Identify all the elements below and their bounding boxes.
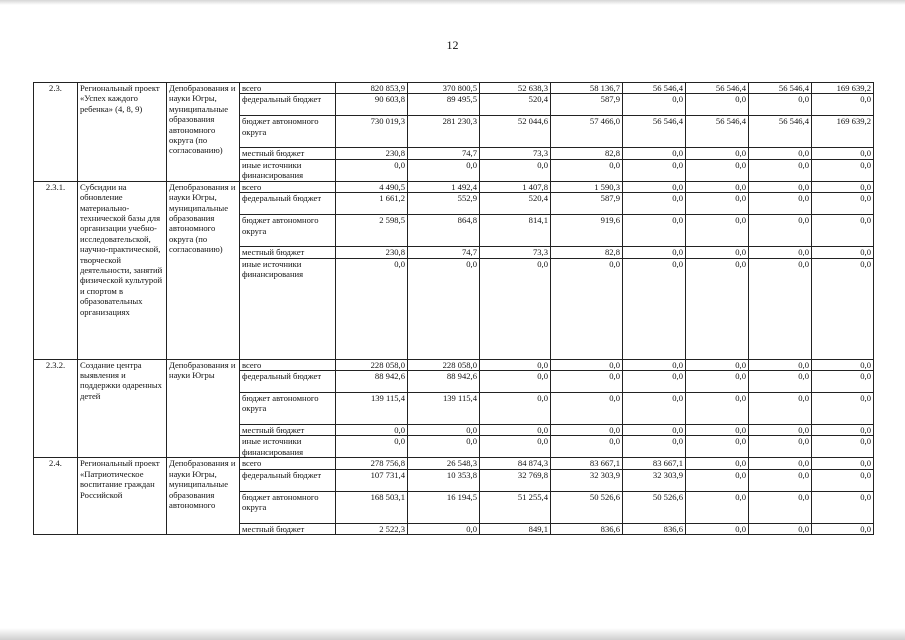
amount-cell: 0,0 bbox=[749, 247, 812, 258]
amount-cell: 0,0 bbox=[812, 491, 874, 523]
amount-cell: 919,6 bbox=[551, 215, 623, 247]
amount-cell: 0,0 bbox=[812, 436, 874, 458]
amount-cell: 1 590,3 bbox=[551, 181, 623, 192]
amount-cell: 0,0 bbox=[686, 393, 749, 425]
amount-cell: 0,0 bbox=[480, 425, 551, 436]
amount-cell: 82,8 bbox=[551, 148, 623, 159]
amount-cell: 0,0 bbox=[749, 258, 812, 359]
amount-cell: 0,0 bbox=[686, 458, 749, 469]
funding-source: бюджет автономного округа bbox=[240, 491, 336, 523]
amount-cell: 0,0 bbox=[686, 258, 749, 359]
amount-cell: 169 639,2 bbox=[812, 116, 874, 148]
amount-cell: 0,0 bbox=[812, 371, 874, 393]
amount-cell: 0,0 bbox=[812, 148, 874, 159]
amount-cell: 820 853,9 bbox=[336, 83, 408, 94]
amount-cell: 0,0 bbox=[551, 258, 623, 359]
amount-cell: 0,0 bbox=[749, 458, 812, 469]
amount-cell: 0,0 bbox=[749, 523, 812, 534]
amount-cell: 0,0 bbox=[749, 436, 812, 458]
amount-cell: 50 526,6 bbox=[623, 491, 686, 523]
amount-cell: 88 942,6 bbox=[336, 371, 408, 393]
amount-cell: 139 115,4 bbox=[336, 393, 408, 425]
measure-name: Создание центра выявления и поддержки одаренных детей bbox=[78, 359, 167, 458]
amount-cell: 58 136,7 bbox=[551, 83, 623, 94]
amount-cell: 849,1 bbox=[480, 523, 551, 534]
row-code: 2.4. bbox=[34, 458, 78, 535]
amount-cell: 836,6 bbox=[551, 523, 623, 534]
funding-source: всего bbox=[240, 359, 336, 370]
amount-cell: 0,0 bbox=[336, 159, 408, 181]
amount-cell: 107 731,4 bbox=[336, 469, 408, 491]
amount-cell: 0,0 bbox=[749, 491, 812, 523]
amount-cell: 0,0 bbox=[686, 425, 749, 436]
amount-cell: 0,0 bbox=[812, 247, 874, 258]
amount-cell: 587,9 bbox=[551, 94, 623, 116]
amount-cell: 73,3 bbox=[480, 148, 551, 159]
amount-cell: 0,0 bbox=[480, 258, 551, 359]
amount-cell: 82,8 bbox=[551, 247, 623, 258]
amount-cell: 0,0 bbox=[749, 181, 812, 192]
row-code: 2.3.1. bbox=[34, 181, 78, 359]
amount-cell: 0,0 bbox=[749, 393, 812, 425]
amount-cell: 56 546,4 bbox=[749, 116, 812, 148]
amount-cell: 0,0 bbox=[480, 393, 551, 425]
amount-cell: 0,0 bbox=[686, 371, 749, 393]
amount-cell: 83 667,1 bbox=[551, 458, 623, 469]
amount-cell: 0,0 bbox=[623, 258, 686, 359]
funding-source: федеральный бюджет bbox=[240, 193, 336, 215]
executor: Депобразования и науки Югры, муниципальные образования автономного округа (по согласованию) bbox=[167, 181, 240, 359]
row-code: 2.3.2. bbox=[34, 359, 78, 458]
amount-cell: 0,0 bbox=[480, 371, 551, 393]
amount-cell: 520,4 bbox=[480, 193, 551, 215]
amount-cell: 90 603,8 bbox=[336, 94, 408, 116]
amount-cell: 0,0 bbox=[686, 469, 749, 491]
amount-cell: 32 303,9 bbox=[623, 469, 686, 491]
amount-cell: 2 522,3 bbox=[336, 523, 408, 534]
measure-name: Региональный проект «Патриотическое воспитание граждан Российской bbox=[78, 458, 167, 535]
amount-cell: 56 546,4 bbox=[686, 116, 749, 148]
funding-source: иные источники финансирования bbox=[240, 258, 336, 359]
amount-cell: 1 661,2 bbox=[336, 193, 408, 215]
page-number: 12 bbox=[446, 38, 459, 52]
amount-cell: 139 115,4 bbox=[408, 393, 480, 425]
amount-cell: 0,0 bbox=[551, 436, 623, 458]
amount-cell: 0,0 bbox=[480, 436, 551, 458]
amount-cell: 1 492,4 bbox=[408, 181, 480, 192]
amount-cell: 0,0 bbox=[686, 523, 749, 534]
funding-source: всего bbox=[240, 83, 336, 94]
amount-cell: 278 756,8 bbox=[336, 458, 408, 469]
amount-cell: 74,7 bbox=[408, 247, 480, 258]
funding-source: местный бюджет bbox=[240, 425, 336, 436]
amount-cell: 230,8 bbox=[336, 148, 408, 159]
amount-cell: 0,0 bbox=[686, 181, 749, 192]
amount-cell: 56 546,4 bbox=[623, 116, 686, 148]
amount-cell: 0,0 bbox=[812, 458, 874, 469]
budget-table bbox=[33, 82, 874, 535]
amount-cell: 0,0 bbox=[408, 436, 480, 458]
amount-cell: 0,0 bbox=[812, 523, 874, 534]
amount-cell: 0,0 bbox=[749, 359, 812, 370]
amount-cell: 836,6 bbox=[623, 523, 686, 534]
amount-cell: 0,0 bbox=[623, 181, 686, 192]
amount-cell: 16 194,5 bbox=[408, 491, 480, 523]
amount-cell: 587,9 bbox=[551, 193, 623, 215]
amount-cell: 0,0 bbox=[686, 247, 749, 258]
funding-source: бюджет автономного округа bbox=[240, 393, 336, 425]
amount-cell: 864,8 bbox=[408, 215, 480, 247]
amount-cell: 56 546,4 bbox=[686, 83, 749, 94]
amount-cell: 0,0 bbox=[623, 247, 686, 258]
table-row bbox=[34, 181, 874, 192]
amount-cell: 0,0 bbox=[623, 94, 686, 116]
amount-cell: 32 303,9 bbox=[551, 469, 623, 491]
row-code: 2.3. bbox=[34, 83, 78, 182]
amount-cell: 0,0 bbox=[551, 371, 623, 393]
amount-cell: 0,0 bbox=[408, 425, 480, 436]
amount-cell: 0,0 bbox=[686, 491, 749, 523]
amount-cell: 0,0 bbox=[623, 359, 686, 370]
amount-cell: 52 044,6 bbox=[480, 116, 551, 148]
amount-cell: 0,0 bbox=[686, 94, 749, 116]
amount-cell: 0,0 bbox=[749, 148, 812, 159]
amount-cell: 281 230,3 bbox=[408, 116, 480, 148]
amount-cell: 0,0 bbox=[749, 425, 812, 436]
funding-source: всего bbox=[240, 181, 336, 192]
amount-cell: 0,0 bbox=[623, 148, 686, 159]
amount-cell: 0,0 bbox=[336, 436, 408, 458]
amount-cell: 0,0 bbox=[623, 425, 686, 436]
amount-cell: 0,0 bbox=[623, 371, 686, 393]
amount-cell: 57 466,0 bbox=[551, 116, 623, 148]
amount-cell: 0,0 bbox=[686, 193, 749, 215]
amount-cell: 169 639,2 bbox=[812, 83, 874, 94]
funding-source: местный бюджет bbox=[240, 247, 336, 258]
amount-cell: 0,0 bbox=[623, 193, 686, 215]
amount-cell: 50 526,6 bbox=[551, 491, 623, 523]
amount-cell: 51 255,4 bbox=[480, 491, 551, 523]
amount-cell: 0,0 bbox=[686, 215, 749, 247]
amount-cell: 84 874,3 bbox=[480, 458, 551, 469]
amount-cell: 56 546,4 bbox=[623, 83, 686, 94]
amount-cell: 0,0 bbox=[480, 359, 551, 370]
amount-cell: 0,0 bbox=[336, 258, 408, 359]
amount-cell: 26 548,3 bbox=[408, 458, 480, 469]
amount-cell: 0,0 bbox=[623, 159, 686, 181]
amount-cell: 0,0 bbox=[623, 436, 686, 458]
table-row bbox=[34, 83, 874, 94]
scan-edge-bottom bbox=[0, 628, 905, 640]
amount-cell: 0,0 bbox=[812, 181, 874, 192]
amount-cell: 52 638,3 bbox=[480, 83, 551, 94]
executor: Депобразования и науки Югры, муниципальные образования автономного bbox=[167, 458, 240, 535]
amount-cell: 0,0 bbox=[812, 469, 874, 491]
amount-cell: 4 490,5 bbox=[336, 181, 408, 192]
funding-source: федеральный бюджет bbox=[240, 94, 336, 116]
amount-cell: 0,0 bbox=[812, 94, 874, 116]
funding-source: бюджет автономного округа bbox=[240, 116, 336, 148]
amount-cell: 0,0 bbox=[812, 215, 874, 247]
amount-cell: 0,0 bbox=[749, 94, 812, 116]
amount-cell: 552,9 bbox=[408, 193, 480, 215]
amount-cell: 0,0 bbox=[551, 393, 623, 425]
amount-cell: 230,8 bbox=[336, 247, 408, 258]
amount-cell: 0,0 bbox=[812, 193, 874, 215]
amount-cell: 1 407,8 bbox=[480, 181, 551, 192]
amount-cell: 0,0 bbox=[812, 159, 874, 181]
amount-cell: 0,0 bbox=[551, 359, 623, 370]
executor: Депобразования и науки Югры, муниципальные образования автономного округа (по согласованию) bbox=[167, 83, 240, 182]
amount-cell: 0,0 bbox=[749, 193, 812, 215]
amount-cell: 0,0 bbox=[408, 258, 480, 359]
amount-cell: 89 495,5 bbox=[408, 94, 480, 116]
table-row bbox=[34, 359, 874, 370]
amount-cell: 0,0 bbox=[749, 159, 812, 181]
measure-name: Субсидии на обновление материально-технической базы для организации учебно-исследовательской, научно-практической, творческой деятельности, занятий физической культурой и спортом в образовательных организациях bbox=[78, 181, 167, 359]
funding-source: иные источники финансирования bbox=[240, 436, 336, 458]
funding-source: бюджет автономного округа bbox=[240, 215, 336, 247]
amount-cell: 0,0 bbox=[812, 258, 874, 359]
amount-cell: 0,0 bbox=[551, 159, 623, 181]
amount-cell: 0,0 bbox=[749, 371, 812, 393]
amount-cell: 2 598,5 bbox=[336, 215, 408, 247]
amount-cell: 0,0 bbox=[812, 393, 874, 425]
amount-cell: 32 769,8 bbox=[480, 469, 551, 491]
amount-cell: 0,0 bbox=[686, 436, 749, 458]
table-row bbox=[34, 458, 874, 469]
funding-source: иные источники финансирования bbox=[240, 159, 336, 181]
amount-cell: 0,0 bbox=[623, 215, 686, 247]
funding-source: федеральный бюджет bbox=[240, 371, 336, 393]
amount-cell: 0,0 bbox=[623, 393, 686, 425]
amount-cell: 74,7 bbox=[408, 148, 480, 159]
amount-cell: 0,0 bbox=[480, 159, 551, 181]
amount-cell: 0,0 bbox=[686, 359, 749, 370]
amount-cell: 56 546,4 bbox=[749, 83, 812, 94]
amount-cell: 0,0 bbox=[749, 215, 812, 247]
amount-cell: 0,0 bbox=[749, 469, 812, 491]
scan-edge-top bbox=[0, 0, 905, 5]
funding-source: местный бюджет bbox=[240, 148, 336, 159]
amount-cell: 0,0 bbox=[408, 159, 480, 181]
amount-cell: 0,0 bbox=[812, 359, 874, 370]
measure-name: Региональный проект «Успех каждого ребенка» (4, 8, 9) bbox=[78, 83, 167, 182]
amount-cell: 814,1 bbox=[480, 215, 551, 247]
amount-cell: 0,0 bbox=[686, 148, 749, 159]
amount-cell: 73,3 bbox=[480, 247, 551, 258]
executor: Депобразования и науки Югры bbox=[167, 359, 240, 458]
amount-cell: 370 800,5 bbox=[408, 83, 480, 94]
amount-cell: 0,0 bbox=[408, 523, 480, 534]
amount-cell: 730 019,3 bbox=[336, 116, 408, 148]
amount-cell: 168 503,1 bbox=[336, 491, 408, 523]
amount-cell: 10 353,8 bbox=[408, 469, 480, 491]
funding-source: федеральный бюджет bbox=[240, 469, 336, 491]
amount-cell: 83 667,1 bbox=[623, 458, 686, 469]
amount-cell: 0,0 bbox=[812, 425, 874, 436]
amount-cell: 228 058,0 bbox=[408, 359, 480, 370]
amount-cell: 228 058,0 bbox=[336, 359, 408, 370]
amount-cell: 0,0 bbox=[336, 425, 408, 436]
amount-cell: 520,4 bbox=[480, 94, 551, 116]
funding-source: всего bbox=[240, 458, 336, 469]
amount-cell: 0,0 bbox=[686, 159, 749, 181]
amount-cell: 0,0 bbox=[551, 425, 623, 436]
funding-source: местный бюджет bbox=[240, 523, 336, 534]
amount-cell: 88 942,6 bbox=[408, 371, 480, 393]
